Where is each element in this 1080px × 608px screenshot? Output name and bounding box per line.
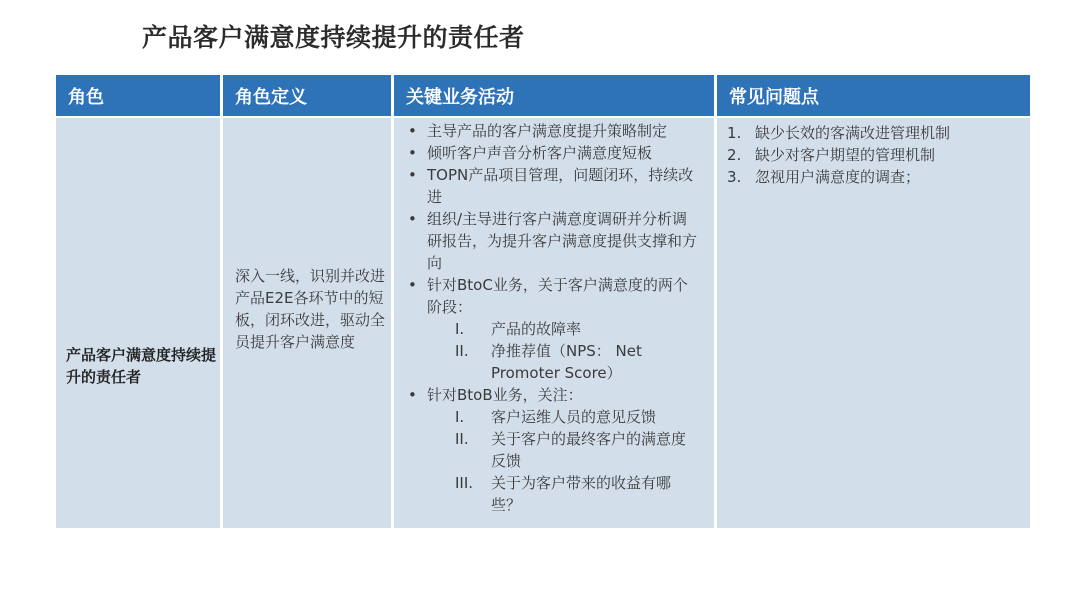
bullet-icon: • bbox=[408, 210, 417, 228]
problem-item bbox=[717, 122, 1030, 144]
roman-numeral: I. bbox=[455, 320, 465, 338]
activity-text: TOPN产品项目管理，问题闭环，持续改进 bbox=[427, 166, 694, 206]
activities-cell bbox=[394, 118, 714, 528]
problem-item bbox=[717, 144, 1030, 166]
header-role: 角色 bbox=[56, 75, 220, 116]
definition-cell bbox=[223, 118, 391, 528]
roman-numeral: II. bbox=[455, 342, 469, 360]
activity-subitem-text: 产品的故障率 bbox=[491, 320, 582, 338]
bullet-icon: • bbox=[408, 144, 417, 162]
activity-item bbox=[394, 274, 714, 384]
activity-sublist bbox=[427, 406, 702, 516]
activity-text: 针对BtoC业务，关于客户满意度的两个阶段： bbox=[427, 276, 688, 316]
bullet-icon: • bbox=[408, 386, 417, 404]
problem-text: 忽视用户满意度的调查； bbox=[755, 168, 921, 186]
responsibility-table bbox=[56, 75, 1030, 528]
activity-subitem bbox=[427, 428, 702, 472]
problem-item bbox=[717, 166, 1030, 188]
header-key-activities: 关键业务活动 bbox=[394, 75, 714, 116]
activity-text: 针对BtoB业务，关注： bbox=[427, 386, 583, 404]
problem-text: 缺少长效的客满改进管理机制 bbox=[755, 124, 951, 142]
activity-item bbox=[394, 384, 714, 516]
header-common-problems: 常见问题点 bbox=[717, 75, 1030, 116]
problem-text: 缺少对客户期望的管理机制 bbox=[755, 146, 936, 164]
activity-subitem-text: 关于客户的最终客户的满意度反馈 bbox=[491, 430, 687, 470]
bullet-icon: • bbox=[408, 276, 417, 294]
activities-list bbox=[394, 120, 714, 516]
roman-numeral: II. bbox=[455, 430, 469, 448]
bullet-icon: • bbox=[408, 166, 417, 184]
activity-subitem bbox=[427, 318, 702, 340]
problems-list bbox=[717, 122, 1030, 188]
problem-number: 3. bbox=[727, 168, 742, 186]
activity-subitem bbox=[427, 340, 702, 384]
page-title: 产品客户满意度持续提升的责任者 bbox=[142, 23, 525, 52]
problems-cell bbox=[717, 118, 1030, 528]
activity-item bbox=[394, 142, 714, 164]
activity-item bbox=[394, 120, 714, 142]
activity-text: 倾听客户声音分析客户满意度短板 bbox=[427, 144, 653, 162]
activity-text: 主导产品的客户满意度提升策略制定 bbox=[427, 122, 668, 140]
roman-numeral: III. bbox=[455, 474, 474, 492]
activity-text: 组织/主导进行客户满意度调研并分析调研报告，为提升客户满意度提供支撑和方向 bbox=[427, 210, 698, 272]
role-cell bbox=[56, 118, 220, 528]
activity-subitem-text: 关于为客户带来的收益有哪些？ bbox=[491, 474, 672, 514]
role-text: 产品客户满意度持续提升的责任者 bbox=[66, 346, 217, 386]
problem-number: 2. bbox=[727, 146, 742, 164]
definition-text: 深入一线，识别并改进产品E2E各环节中的短板，闭环改进，驱动全员提升客户满意度 bbox=[235, 267, 386, 351]
activity-sublist bbox=[427, 318, 702, 384]
problem-number: 1. bbox=[727, 124, 742, 142]
activity-subitem bbox=[427, 406, 702, 428]
bullet-icon: • bbox=[408, 122, 417, 140]
activity-subitem-text: 客户运维人员的意见反馈 bbox=[491, 408, 657, 426]
activity-item bbox=[394, 208, 714, 274]
roman-numeral: I. bbox=[455, 408, 465, 426]
activity-subitem bbox=[427, 472, 702, 516]
activity-item bbox=[394, 164, 714, 208]
header-role-definition: 角色定义 bbox=[223, 75, 391, 116]
activity-subitem-text: 净推荐值（NPS： Net Promoter Score） bbox=[491, 342, 642, 382]
